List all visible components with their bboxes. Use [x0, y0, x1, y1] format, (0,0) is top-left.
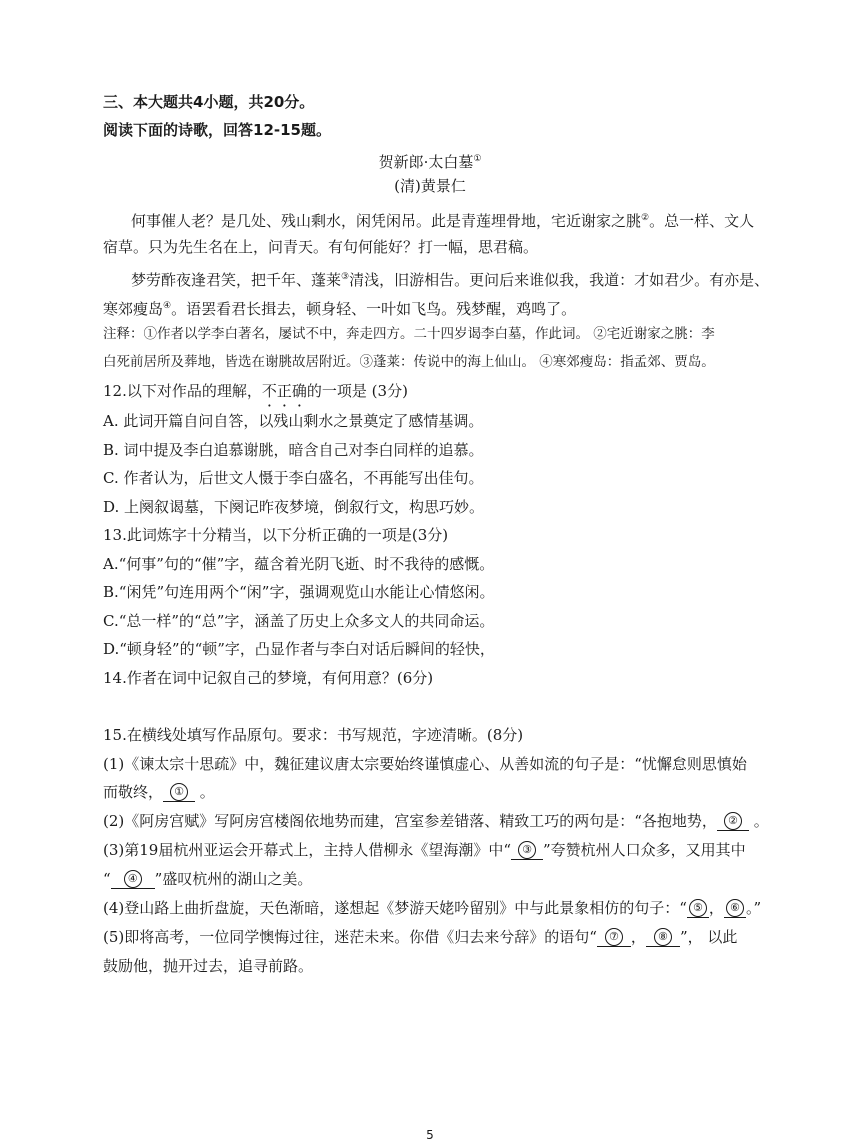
q13-option-c: C.“总一样”的“总”字，涵盖了历史上众多文人的共同命运。 — [103, 612, 495, 630]
q15-item2-text: (2)《阿房宫赋》写阿房宫楼阁依地势而建，宫室参差错落、精致工巧的两句是：“各抱地势， — [103, 812, 717, 830]
q15-item3-line1 — [103, 839, 746, 861]
q12-option-b: B. 词中提及李白追慕谢朓，暗含自己对李白同样的追慕。 — [103, 441, 484, 459]
q15-item4-end: 。” — [745, 899, 762, 917]
q15-item3-text-post: ”夸赞杭州人口众多，又用其中 — [543, 841, 746, 859]
blank-7-marker: ⑦ — [605, 928, 623, 946]
poem-author: (清)黄景仁 — [394, 177, 466, 195]
q12-option-d: D. 上阕叙谒墓，下阕记昨夜梦境，倒叙行文，构思巧妙。 — [103, 498, 485, 516]
stanza2b-text-post: 。语罢看君长揖去，顿身轻、一叶如飞鸟。残梦醒，鸡鸣了。 — [171, 300, 577, 318]
q15-item5-text-pre: (5)即将高考，一位同学懊悔过往，迷茫未来。你借《归去来兮辞》的语句“ — [103, 928, 597, 946]
q15-item3-text-pre: (3)第19届杭州亚运会开幕式上，主持人借柳永《望海潮》中“ — [103, 841, 512, 859]
blank-2-marker: ② — [724, 812, 742, 830]
q15-item5-line2: 鼓励他，抛开过去，追寻前路。 — [103, 957, 314, 975]
q15-item2 — [103, 810, 769, 832]
poem-title — [0, 148, 860, 173]
q15-item5-line1 — [103, 926, 737, 948]
q15-item2-end: 。 — [753, 812, 769, 830]
blank-4[interactable] — [111, 870, 155, 889]
q15-item4-text: (4)登山路上曲折盘旋，天色渐暗，遂想起《梦游天姥吟留别》中与此景象相仿的句子：“ — [103, 899, 687, 917]
stanza1-text-end: 。总一样、文人 — [649, 212, 755, 230]
q15-item5-text-post: ”， 以此 — [679, 928, 738, 946]
stanza1-note: ② — [641, 213, 650, 223]
q15-item5-sep: ， — [630, 928, 646, 946]
q15-item1-line2 — [103, 781, 215, 803]
blank-1-marker: ① — [170, 783, 188, 801]
stanza2-text-post: 清浅，旧游相告。更问后来谁似我，我道：才如君少。有亦是、 — [349, 271, 770, 289]
q15-item1-line1: (1)《谏太宗十思疏》中，魏征建议唐太宗要始终谨慎虚心、从善如流的句子是：“忧懈怠则思慎始 — [103, 755, 747, 773]
stanza2b-note: ④ — [163, 301, 172, 311]
section-instruction: 阅读下面的诗歌，回答12-15题。 — [103, 121, 331, 139]
q12-option-c: C. 作者认为，后世文人慑于李白盛名，不再能写出佳句。 — [103, 469, 484, 487]
q15-item3-line2 — [103, 868, 312, 890]
poem-notes-line1: 注释：①作者以学李白著名，屡试不中，奔走四方。二十四岁谒李白墓，作此词。 ②宅近谢家之朓：李 — [103, 326, 715, 342]
blank-8[interactable] — [646, 928, 680, 947]
q12-emph-3: 确 — [291, 382, 307, 400]
poem-title-note: ① — [473, 154, 482, 164]
stanza2b-text-pre: 寒郊瘦岛 — [103, 300, 164, 318]
q13-option-d: D.“顿身轻”的“顿”字，凸显作者与李白对话后瞬间的轻快， — [103, 640, 495, 658]
blank-4-marker: ④ — [124, 870, 142, 888]
q15-item3b-text: ”盛叹杭州的湖山之美。 — [154, 870, 313, 888]
poem-title-text: 贺新郎·太白墓 — [378, 153, 474, 171]
blank-6[interactable] — [724, 899, 746, 918]
q12-stem-pre: 12.以下对作品的理解， — [103, 382, 262, 400]
poem-notes-line2: 白死前居所及葬地，皆选在谢朓故居附近。③蓬莱：传说中的海上仙山。 ④寒郊瘦岛：指孟郊、贾岛。 — [103, 354, 715, 370]
blank-3-marker: ③ — [518, 841, 536, 859]
poem-stanza1-line1 — [131, 207, 754, 232]
blank-5-marker: ⑤ — [689, 899, 707, 917]
poem-stanza2-line2 — [103, 295, 576, 320]
poem-stanza2-line1 — [131, 266, 769, 291]
q15-item4-sep: ， — [708, 899, 724, 917]
q12-option-a: A. 此词开篇自问自答，以残山剩水之景奠定了感情基调。 — [103, 412, 484, 430]
poem-stanza1-line2: 宿草。只为先生名在上，问青天。有句何能好？打一幅，思君稿。 — [103, 238, 539, 256]
blank-1[interactable] — [163, 783, 195, 802]
q15-stem: 15.在横线处填写作品原句。要求：书写规范，字迹清晰。(8分) — [103, 726, 524, 744]
q13-option-b: B.“闲凭”句连用两个“闲”字，强调观览山水能让心情悠闲。 — [103, 583, 495, 601]
blank-3[interactable] — [511, 841, 543, 860]
stanza2-text-pre: 梦劳酢夜逢君笑，把千年、蓬莱 — [131, 271, 342, 289]
q12-emph-1: 不 — [261, 382, 277, 400]
blank-6-marker: ⑥ — [726, 899, 744, 917]
q12-stem — [103, 380, 408, 402]
q15-item1-end: 。 — [199, 783, 215, 801]
section-heading: 三、本大题共4小题，共20分。 — [103, 93, 315, 111]
stanza2-note: ③ — [341, 272, 350, 282]
blank-2[interactable] — [717, 812, 749, 831]
q13-option-a: A.“何事”句的“催”字，蕴含着光阴飞逝、时不我待的感慨。 — [103, 555, 495, 573]
q15-item4 — [103, 897, 761, 919]
q15-item1-text: 而敬终， — [103, 783, 164, 801]
q12-emph-2: 正 — [276, 382, 292, 400]
stanza1-text: 何事催人老？是几处、残山剩水，闲凭闲吊。此是青莲埋骨地，宅近谢家之朓 — [131, 212, 642, 230]
q14-stem: 14.作者在词中记叙自己的梦境，有何用意？(6分) — [103, 669, 434, 687]
page-number: 5 — [426, 1128, 434, 1142]
blank-8-marker: ⑧ — [654, 928, 672, 946]
q12-stem-post: 的一项是 (3分) — [306, 382, 408, 400]
q15-item3b-open: “ — [103, 870, 111, 888]
blank-7[interactable] — [597, 928, 631, 947]
q13-stem: 13.此词炼字十分精当，以下分析正确的一项是(3分) — [103, 526, 449, 544]
blank-5[interactable] — [687, 899, 709, 918]
